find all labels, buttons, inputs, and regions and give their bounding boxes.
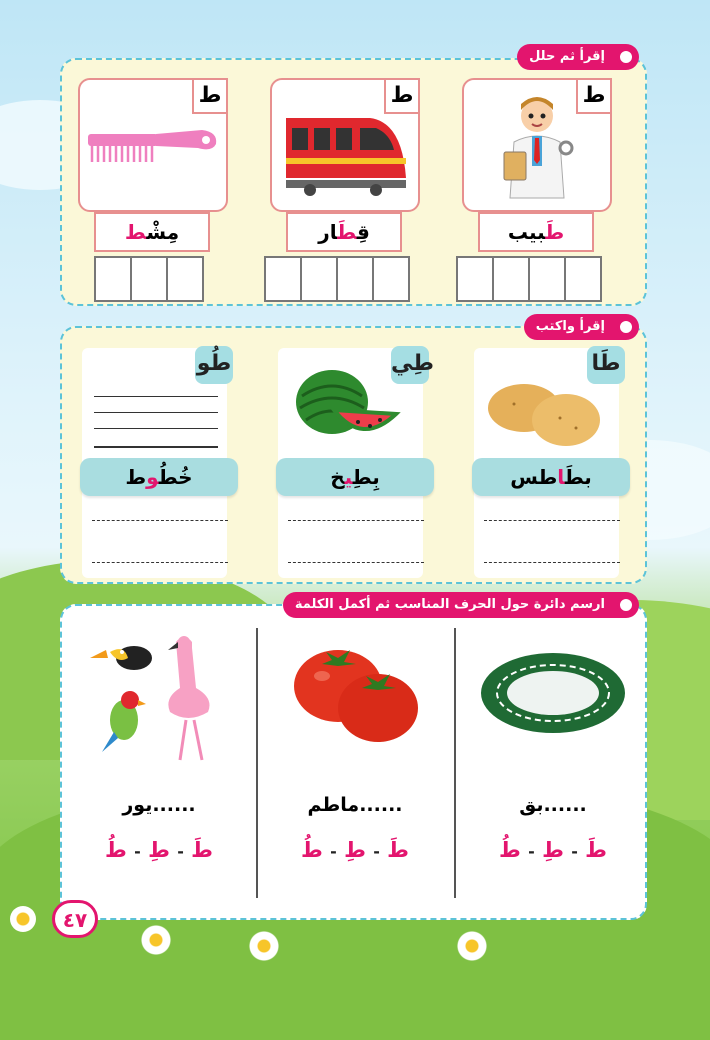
page-number: ٤٧ [52,900,98,938]
exercise-birds [64,628,254,898]
word-box: طَبيب [478,212,594,252]
lines-icon [94,446,218,448]
letter-cell[interactable] [300,256,338,302]
exercise-tomato [260,628,450,898]
letter-cell[interactable] [564,256,602,302]
letter-cell[interactable] [166,256,204,302]
choice-letter[interactable]: طُ [499,838,521,862]
letter-tile: طِي [391,346,429,384]
choice-letter[interactable]: طَ [387,838,409,862]
choice-letter[interactable]: طَ [585,838,607,862]
writing-line[interactable] [484,520,620,521]
letter-cell[interactable] [94,256,132,302]
daisy-icon [136,920,176,960]
exercise-plate [458,628,648,898]
daisy-icon [244,926,284,966]
circle-complete-section [60,597,647,920]
letter-cell[interactable] [372,256,410,302]
lines-icon [94,396,218,397]
bullet-icon [617,48,635,66]
choice-letter[interactable]: طِ [542,838,564,862]
letter-choices: طَ - طِ - طُ [105,838,213,862]
choice-letter[interactable]: طُ [301,838,323,862]
letter-choices: طَ - طِ - طُ [301,838,409,862]
letter-cell[interactable] [130,256,168,302]
read-write-section [60,319,647,584]
word-bar: خُطُوط [80,458,238,496]
daisy-icon [452,926,492,966]
tomato-icon [286,638,426,748]
picture-card-comb [78,78,228,212]
train-icon [280,98,410,198]
daisy-icon [10,906,36,932]
choice-letter[interactable]: طُ [105,838,127,862]
birds-icon [84,628,234,768]
word-box: قِطَار [286,212,402,252]
incomplete-word: ......يور [122,794,196,816]
column-divider [256,628,258,898]
lines-icon [94,428,218,429]
incomplete-word: ......ماطم [307,794,403,816]
letter-cell[interactable] [264,256,302,302]
picture-card-doctor [462,78,612,212]
letter-cell[interactable] [336,256,374,302]
lines-icon [94,412,218,413]
incomplete-word: ......بق [519,794,587,816]
writing-line[interactable] [288,520,424,521]
word-box: مِشْط [94,212,210,252]
writing-line[interactable] [288,562,424,563]
letter-cell[interactable] [456,256,494,302]
letter-cell[interactable] [528,256,566,302]
letter-box: ط [192,78,228,114]
letter-box: ط [576,78,612,114]
letter-tile: طَا [587,346,625,384]
letter-choices: طَ - طِ - طُ [499,838,607,862]
bullet-icon [617,318,635,336]
plate-icon [478,648,628,738]
picture-card-train [270,78,420,212]
letter-cell[interactable] [492,256,530,302]
section-instruction: إقرأ ثم حلل [517,44,639,70]
column-divider [454,628,456,898]
potato-icon [484,378,604,448]
writing-line[interactable] [92,562,228,563]
writing-line[interactable] [484,562,620,563]
word-bar: بِطِيخ [276,458,434,496]
choice-letter[interactable]: طِ [344,838,366,862]
letter-cells[interactable] [458,256,602,302]
doctor-icon [482,90,592,200]
bullet-icon [617,596,635,614]
comb-icon [84,120,224,180]
section-instruction: إقرأ واكتب [524,314,639,340]
letter-cells[interactable] [266,256,410,302]
analyze-section [60,49,647,306]
letter-cells[interactable] [96,256,204,302]
writing-line[interactable] [92,520,228,521]
letter-box: ط [384,78,420,114]
watermelon-icon [292,366,402,446]
section-instruction: ارسم دائرة حول الحرف المناسب ثم أكمل الكلمة [283,592,639,618]
choice-letter[interactable]: طِ [148,838,170,862]
word-bar: بطَاطس [472,458,630,496]
letter-tile: طُو [195,346,233,384]
choice-letter[interactable]: طَ [191,838,213,862]
